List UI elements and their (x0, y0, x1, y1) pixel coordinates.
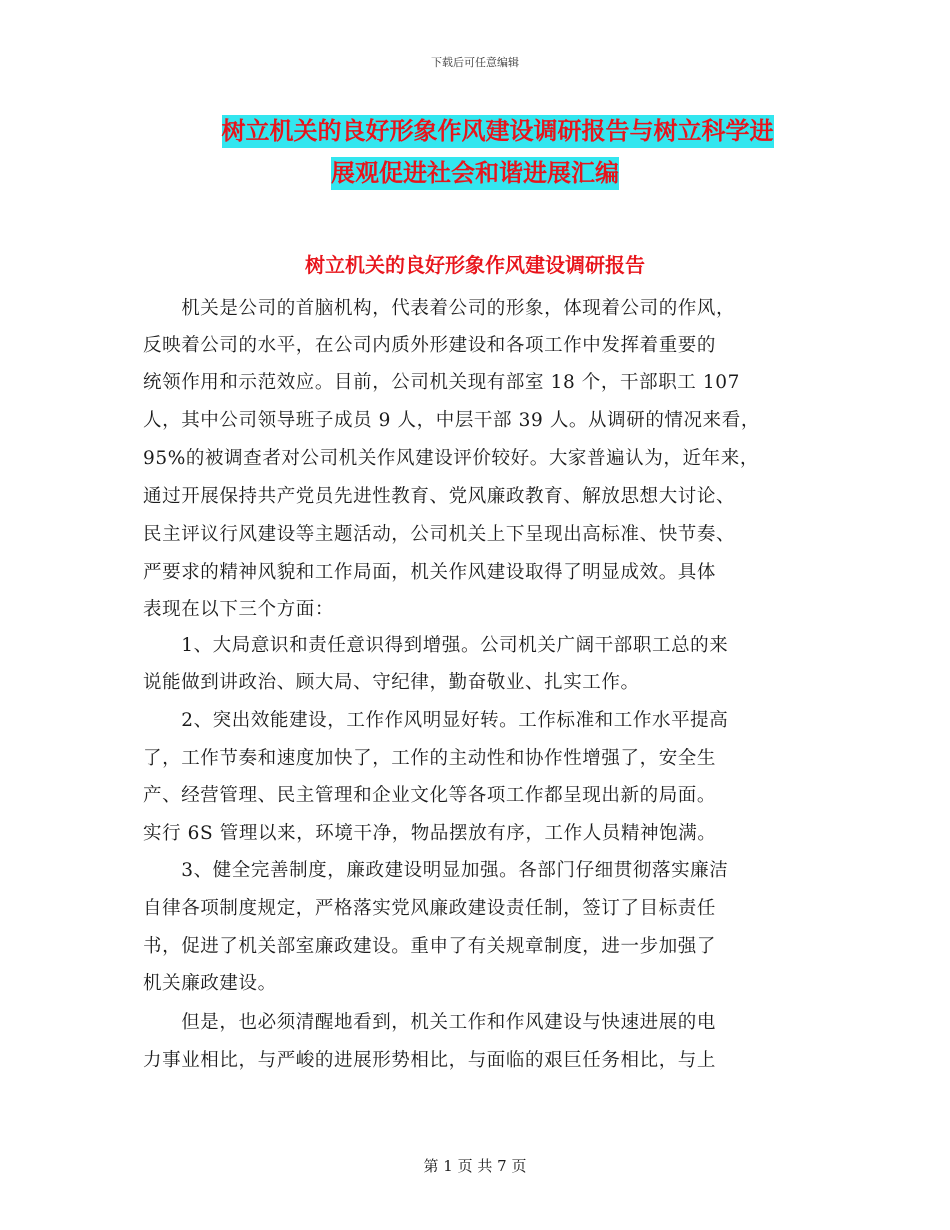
body-line: 民主评议行风建设等主题活动，公司机关上下呈现出高标准、快节奏、 (143, 524, 736, 545)
main-title-line-2 (0, 158, 950, 188)
body-line: 实行 6S 管理以来，环境干净，物品摆放有序，工作人员精神饱满。 (143, 823, 717, 844)
body-line: 产、经营管理、民主管理和企业文化等各项工作都呈现出新的局面。 (143, 785, 717, 806)
header-note: 下载后可任意编辑 (431, 56, 519, 69)
section-title: 树立机关的良好形象作风建设调研报告 (305, 253, 645, 277)
body-line: 机关廉政建设。 (143, 973, 277, 994)
body-line: 统领作用和示范效应。目前，公司机关现有部室 18 个，干部职工 107 (143, 372, 740, 393)
body-line: 自律各项制度规定，严格落实党风廉政建设责任制，签订了目标责任 (143, 898, 717, 919)
body-line: 严要求的精神风貌和工作局面，机关作风建设取得了明显成效。具体 (143, 562, 717, 583)
main-title-text-1: 树立机关的良好形象作风建设调研报告与树立科学进 (222, 115, 774, 148)
body-line: 了，工作节奏和速度加快了，工作的主动性和协作性增强了，安全生 (143, 748, 717, 769)
body-line: 反映着公司的水平，在公司内质外形建设和各项工作中发挥着重要的 (143, 335, 717, 356)
body-line: 1、大局意识和责任意识得到增强。公司机关广阔干部职工总的来 (143, 635, 729, 656)
main-title-text-2: 展观促进社会和谐进展汇编 (331, 157, 619, 190)
body-line: 3、健全完善制度，廉政建设明显加强。各部门仔细贯彻落实廉洁 (143, 860, 729, 881)
body-line: 力事业相比，与严峻的进展形势相比，与面临的艰巨任务相比，与上 (143, 1050, 717, 1071)
body-line: 机关是公司的首脑机构，代表着公司的形象，体现着公司的作风， (143, 298, 736, 319)
body-line: 说能做到讲政治、顾大局、守纪律，勤奋敬业、扎实工作。 (143, 672, 640, 693)
body-line: 2、突出效能建设，工作作风明显好转。工作标准和工作水平提高 (143, 710, 729, 731)
body-line: 人，其中公司领导班子成员 9 人，中层干部 39 人。从调研的情况来看， (143, 410, 760, 431)
body-line: 95%的被调查者对公司机关作风建设评价较好。大家普遍认为，近年来， (143, 448, 759, 469)
body-line: 表现在以下三个方面： (143, 599, 335, 620)
body-line: 但是，也必须清醒地看到，机关工作和作风建设与快速进展的电 (143, 1012, 717, 1033)
page-footer: 第 1 页 共 7 页 (423, 1157, 527, 1175)
main-title-line-1 (0, 116, 950, 146)
body-line: 书，促进了机关部室廉政建设。重申了有关规章制度，进一步加强了 (143, 936, 717, 957)
body-line: 通过开展保持共产党员先进性教育、党风廉政教育、解放思想大讨论、 (143, 486, 736, 507)
